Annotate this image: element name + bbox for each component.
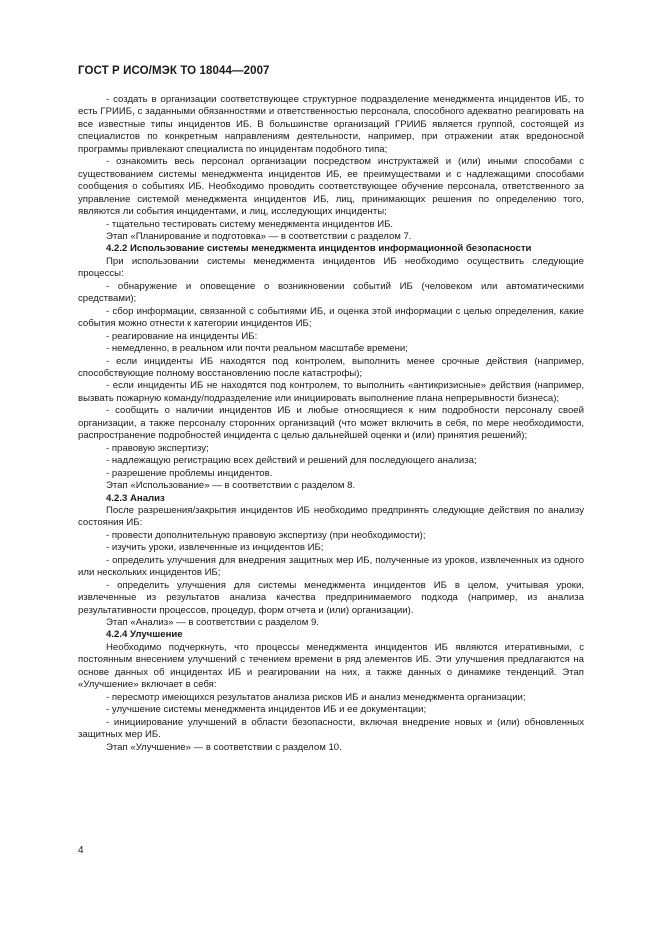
paragraph: При использовании системы менеджмента инцидентов ИБ необходимо осуществить следующие процессы: bbox=[78, 255, 584, 280]
paragraph: - сообщить о наличии инцидентов ИБ и любые относящиеся к ним подробности персоналу своей организации, а также персоналу сторонних организаций (что может включить в себя, по мере необходимости, распространение подробностей инцидента с целью дальнейшей оценки и (или) принятия решений); bbox=[78, 405, 584, 442]
paragraph: Необходимо подчеркнуть, что процессы менеджмента инцидентов ИБ являются итеративными, с постоянным внесением улучшений с течением времени в ряд элементов ИБ. Эти улучшения предлагаются на основе данных об инцидентах ИБ и реагировании на них, а также данных о динамике тенденций. Этап «Улучшение» включает в себя: bbox=[78, 641, 584, 691]
paragraph: - надлежащую регистрацию всех действий и решений для последующего анализа; bbox=[106, 455, 477, 467]
paragraph: - определить улучшения для системы менеджмента инцидентов ИБ в целом, учитывая уроки, извлеченные из результатов анализа качества предпринимаемого подхода (например, из анализа результативности процессов, процедур, форм отчета и (или) организации). bbox=[78, 579, 584, 616]
page-number: 4 bbox=[78, 845, 84, 856]
section-heading-4-2-3: 4.2.3 Анализ bbox=[106, 492, 165, 504]
paragraph: - если инциденты ИБ находятся под контролем, выполнить менее срочные действия (например, способствующие полному восстановлению после катастрофы); bbox=[78, 355, 584, 379]
paragraph: Этап «Использование» — в соответствии с разделом 8. bbox=[106, 480, 356, 492]
paragraph: - если инциденты ИБ не находятся под контролем, то выполнить «антикризисные» действия (например, вызвать пожарную команду/подразделение или инициировать выполнение плана непрерывности бизнеса); bbox=[78, 380, 584, 404]
paragraph: - сбор информации, связанной с событиями ИБ, и оценка этой информации с целью определения, какие события можно отнести к категории инцидентов ИБ; bbox=[78, 305, 584, 330]
paragraph: - провести дополнительную правовую экспертизу (при необходимости); bbox=[106, 529, 426, 541]
paragraph: Этап «Улучшение» — в соответствии с разделом 10. bbox=[106, 741, 342, 753]
document-body bbox=[78, 94, 584, 754]
paragraph: - немедленно, в реальном или почти реальном масштабе времени; bbox=[106, 343, 408, 355]
paragraph: - обнаружение и оповещение о возникновении событий ИБ (человеком или автоматическими средствами); bbox=[78, 280, 584, 305]
paragraph: - тщательно тестировать систему менеджмента инцидентов ИБ. bbox=[106, 218, 394, 230]
paragraph: После разрешения/закрытия инцидентов ИБ необходимо предпринять следующие действия по анализу состояния ИБ: bbox=[78, 504, 584, 529]
paragraph: - определить улучшения для внедрения защитных мер ИБ, полученные из уроков, извлеченных из одного или нескольких инцидентов ИБ; bbox=[78, 554, 584, 579]
paragraph: - ознакомить весь персонал организации посредством инструктажей и (или) иными способами с существованием системы менеджмента инцидентов ИБ, ее преимуществами и с надлежащими способами сообщения о событиях ИБ. Необходимо проводить соответствующее обучение персонала, ответственного за управление системой менеджмента инцидентов ИБ, лиц, принимающих решения по определению того, являются ли события инцидентами, и лиц, исследующих инциденты; bbox=[78, 156, 584, 218]
section-heading-4-2-2: 4.2.2 Использование системы менеджмента инцидентов информационной безопасности bbox=[106, 243, 532, 255]
paragraph: - реагирование на инциденты ИБ: bbox=[106, 330, 258, 342]
paragraph: Этап «Планирование и подготовка» — в соответствии с разделом 7. bbox=[106, 230, 412, 242]
paragraph: - пересмотр имеющихся результатов анализа рисков ИБ и анализ менеджмента организации; bbox=[106, 691, 526, 703]
paragraph: - инициирование улучшений в области безопасности, включая внедрение новых и (или) обновленных защитных мер ИБ. bbox=[78, 716, 584, 741]
paragraph: Этап «Анализ» — в соответствии с разделом 9. bbox=[106, 617, 319, 629]
paragraph: - правовую экспертизу; bbox=[106, 442, 209, 454]
paragraph: - разрешение проблемы инцидентов. bbox=[106, 467, 273, 479]
page-header-title: ГОСТ Р ИСО/МЭК ТО 18044—2007 bbox=[78, 65, 270, 77]
paragraph: - создать в организации соответствующее структурное подразделение менеджмента инцидентов ИБ, то есть ГРИИБ, с заданными обязанностями и ответственностью персонала, способного адекватно реагировать на все известные типы инцидентов ИБ. В большинстве организаций ГРИИБ является группой, состоящей из специалистов по конкретным направлениям деятельности, например, при отражении атак вредоносной программы привлекают специалиста по инцидентам подобного типа; bbox=[78, 94, 584, 155]
paragraph: - улучшение системы менеджмента инцидентов ИБ и ее документации; bbox=[106, 704, 427, 716]
paragraph: - изучить уроки, извлеченные из инцидентов ИБ; bbox=[106, 542, 324, 554]
section-heading-4-2-4: 4.2.4 Улучшение bbox=[106, 629, 183, 641]
